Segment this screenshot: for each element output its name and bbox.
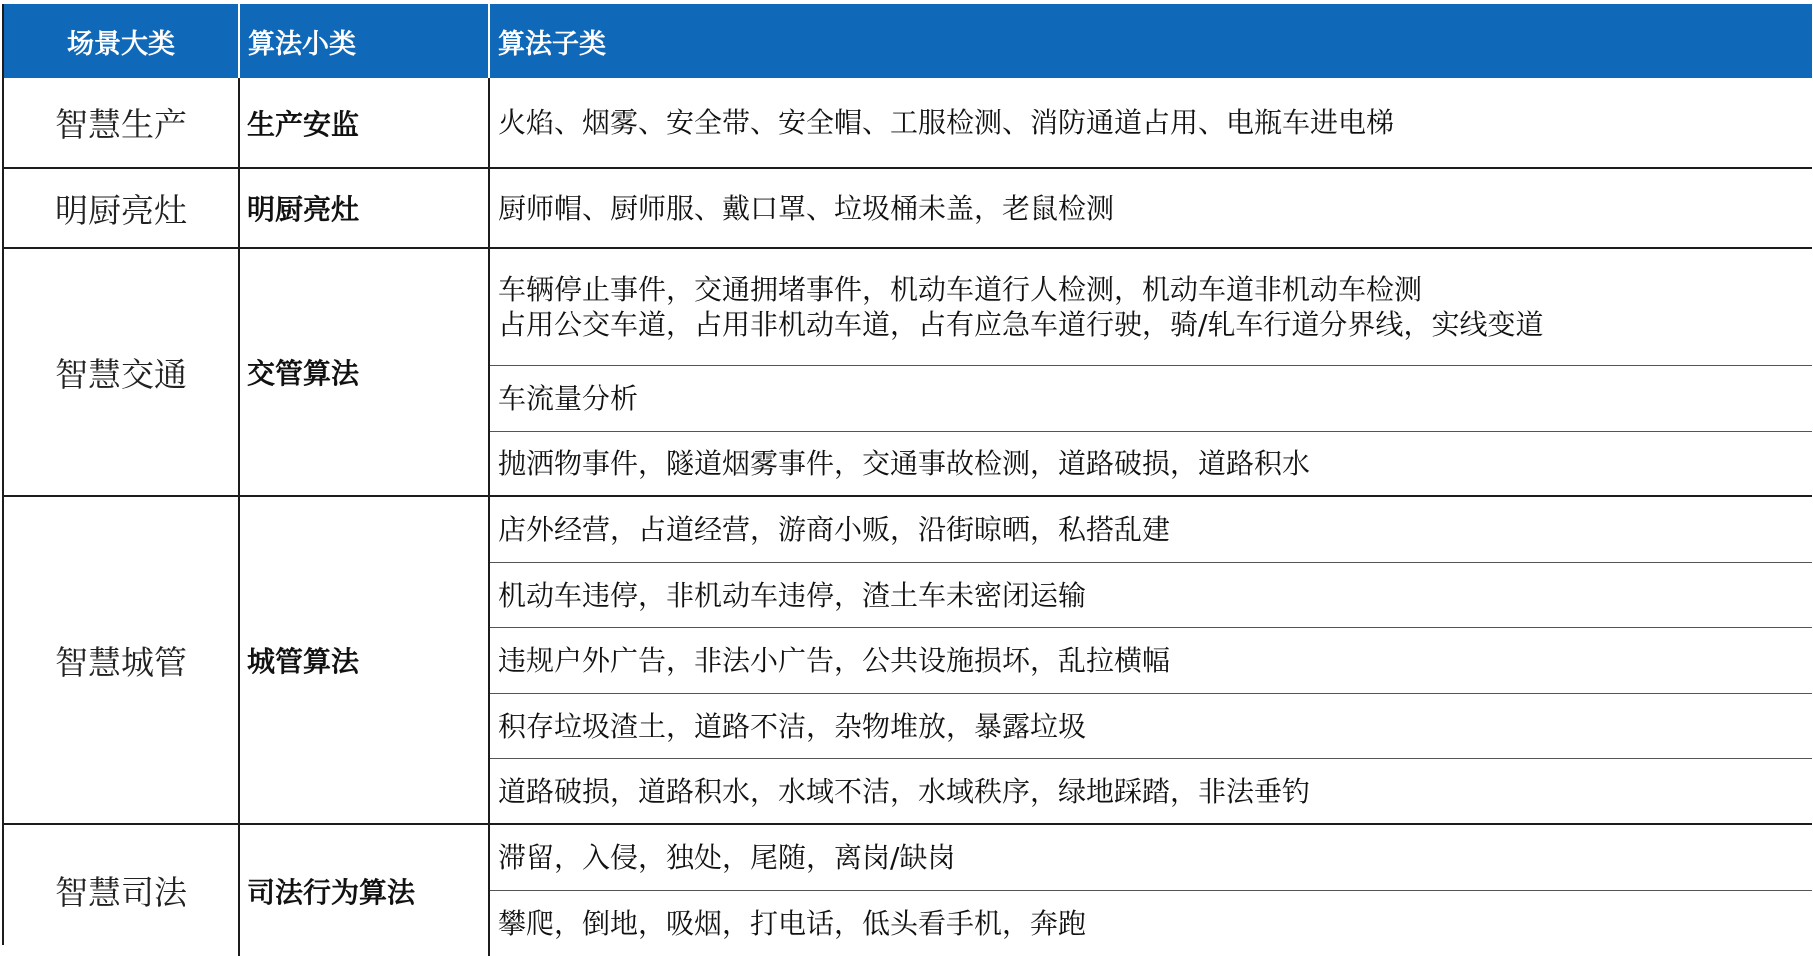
scene-cell: 智慧交通 [4, 249, 240, 497]
sub-cell: 店外经营，占道经营，游商小贩，沿街晾晒，私搭乱建 [490, 497, 1812, 563]
scene-cell: 智慧司法 [4, 825, 240, 956]
scene-cell: 明厨亮灶 [4, 169, 240, 249]
sub-cell: 积存垃圾渣土，道路不洁，杂物堆放，暴露垃圾 [490, 694, 1812, 759]
algo-cell: 司法行为算法 [240, 825, 490, 956]
header-algo: 算法小类 [240, 4, 490, 78]
header-scene: 场景大类 [4, 4, 240, 78]
sub-cell: 滞留，入侵，独处，尾随，离岗/缺岗 [490, 825, 1812, 891]
sub-cell: 违规户外广告，非法小广告，公共设施损坏，乱拉横幅 [490, 628, 1812, 694]
sub-cell: 火焰、烟雾、安全带、安全帽、工服检测、消防通道占用、电瓶车进电梯 [490, 78, 1812, 169]
scene-cell: 智慧生产 [4, 78, 240, 169]
algo-cell: 城管算法 [240, 497, 490, 825]
sub-cell: 抛洒物事件，隧道烟雾事件，交通事故检测，道路破损，道路积水 [490, 432, 1812, 497]
algorithm-table [2, 4, 1810, 945]
algo-cell: 明厨亮灶 [240, 169, 490, 249]
algo-cell: 生产安监 [240, 78, 490, 169]
algo-cell: 交管算法 [240, 249, 490, 497]
sub-cell: 车流量分析 [490, 366, 1812, 432]
sub-cell [490, 249, 1812, 366]
sub-line: 占用公交车道，占用非机动车道，占有应急车道行驶，骑/轧车行道分界线，实线变道 [498, 308, 1544, 341]
sub-cell: 机动车违停，非机动车违停，渣土车未密闭运输 [490, 563, 1812, 628]
sub-cell: 厨师帽、厨师服、戴口罩、垃圾桶未盖，老鼠检测 [490, 169, 1812, 249]
scene-cell: 智慧城管 [4, 497, 240, 825]
header-sub: 算法子类 [490, 4, 1812, 78]
sub-line: 车辆停止事件，交通拥堵事件，机动车道行人检测，机动车道非机动车检测 [498, 273, 1423, 306]
sub-cell: 攀爬，倒地，吸烟，打电话，低头看手机，奔跑 [490, 891, 1812, 956]
sub-cell: 道路破损，道路积水，水域不洁，水域秩序，绿地踩踏，非法垂钓 [490, 759, 1812, 825]
